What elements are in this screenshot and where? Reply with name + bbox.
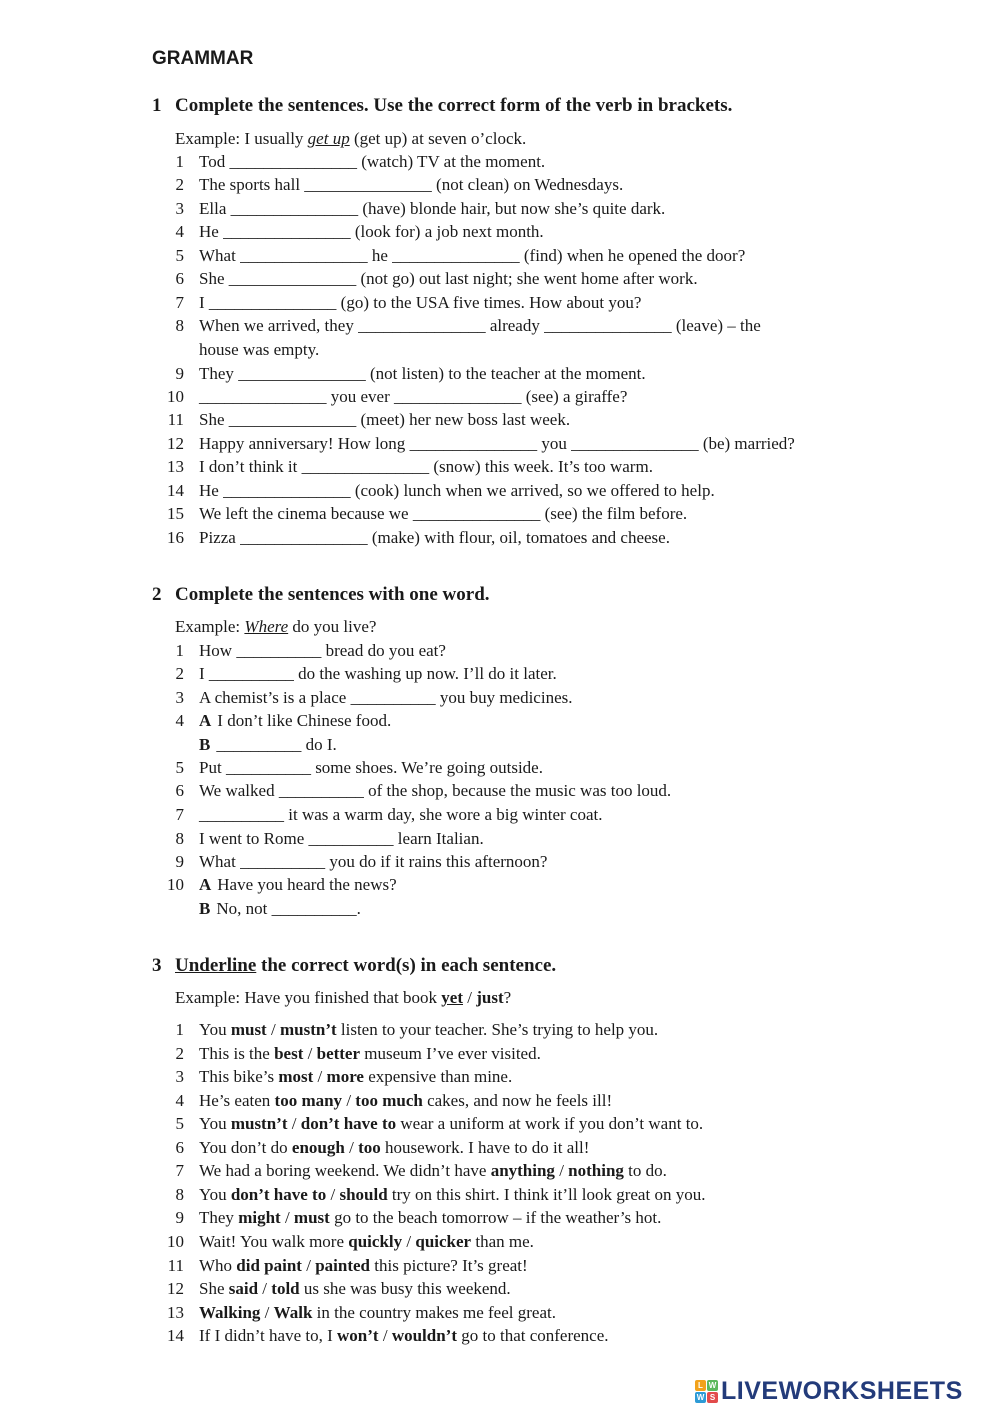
answer-blank: _______________	[228, 269, 357, 288]
item-text: He’s eaten	[199, 1091, 275, 1110]
exercise-item	[160, 641, 446, 661]
item-text: You	[199, 1114, 231, 1133]
item-text: cakes, and now he feels ill!	[422, 1091, 613, 1110]
answer-blank: _______________	[544, 316, 672, 335]
item-text: When we arrived, they	[199, 316, 359, 335]
option-a[interactable]: must	[230, 1020, 267, 1039]
section-heading-underlined: Underline	[175, 955, 257, 976]
item-text: If I didn’t have to, I	[199, 1326, 338, 1345]
exercise-item	[160, 246, 745, 266]
answer-blank: __________	[350, 688, 436, 707]
answer-blank: _______________	[412, 504, 541, 523]
exercise-item	[160, 758, 543, 778]
item-text: He	[199, 222, 224, 241]
page-title: GRAMMAR	[152, 48, 254, 69]
answer-blank: _______________	[571, 434, 699, 453]
option-a[interactable]: Walking	[199, 1303, 261, 1322]
item-number: 13	[167, 1303, 184, 1322]
example-text: Example: Have you finished that book	[175, 988, 442, 1007]
exercise-item	[160, 1303, 556, 1323]
item-number: 2	[175, 1044, 184, 1063]
item-text: housework. I have to do it all!	[380, 1138, 590, 1157]
example-text: do you live?	[288, 617, 377, 636]
section-2-example	[175, 617, 376, 637]
item-text: She	[199, 410, 229, 429]
item-number: 2	[175, 175, 184, 194]
answer-blank: _______________	[199, 387, 327, 406]
item-text: expensive than mine.	[363, 1067, 513, 1086]
logo-blocks-icon	[695, 1380, 718, 1403]
example-answer: get up	[307, 129, 350, 148]
option-a[interactable]: might	[238, 1208, 281, 1227]
exercise-item	[160, 688, 572, 708]
speaker-label: A	[199, 711, 212, 730]
item-number: 10	[167, 387, 184, 406]
item-text: go to the beach tomorrow – if the weather’s hot.	[329, 1208, 662, 1227]
item-text: He	[199, 481, 224, 500]
answer-blank: _______________	[230, 199, 359, 218]
item-text: in the country makes me feel great.	[312, 1303, 556, 1322]
item-text: to do.	[623, 1161, 667, 1180]
item-text: he	[367, 246, 393, 265]
item-number: 13	[167, 457, 184, 476]
option-a[interactable]: enough	[291, 1138, 345, 1157]
exercise-item	[160, 222, 544, 242]
item-number: 14	[167, 481, 184, 500]
section-1-heading	[152, 95, 732, 117]
option-a[interactable]: most	[278, 1067, 314, 1086]
item-number: 6	[175, 781, 184, 800]
exercise-item	[160, 1185, 705, 1205]
example-text: Example: I usually	[175, 129, 308, 148]
exercise-item	[160, 1044, 541, 1064]
answer-blank: _______________	[240, 246, 368, 265]
item-text: (look for) a job next month.	[350, 222, 544, 241]
exercise-item	[160, 340, 319, 360]
exercise-item	[160, 269, 698, 289]
item-text: you	[537, 434, 572, 453]
item-text: already	[485, 316, 545, 335]
exercise-item	[160, 364, 646, 384]
item-text: They	[199, 1208, 239, 1227]
exercise-item	[160, 1256, 528, 1276]
item-text: you buy medicines.	[435, 688, 573, 707]
exercise-item	[160, 1161, 667, 1181]
item-text: of the shop, because the music was too loud.	[363, 781, 672, 800]
item-number: 1	[175, 152, 184, 171]
option-b[interactable]: too much	[355, 1091, 423, 1110]
section-number: 2	[152, 584, 162, 605]
item-number: 12	[167, 1279, 184, 1298]
option-separator: /	[287, 1114, 301, 1133]
option-separator: /	[303, 1044, 317, 1063]
option-b[interactable]: should	[339, 1185, 388, 1204]
exercise-item	[160, 1232, 534, 1252]
exercise-item	[160, 664, 557, 684]
item-number: 3	[175, 1067, 184, 1086]
item-text: Have you heard the news?	[217, 875, 397, 894]
exercise-item	[160, 1114, 703, 1134]
item-text: I	[199, 664, 209, 683]
option-a[interactable]: anything	[490, 1161, 555, 1180]
section-3-example	[175, 988, 511, 1008]
option-b[interactable]: painted	[315, 1256, 371, 1275]
item-text: She	[199, 1279, 229, 1298]
exercise-item	[160, 199, 665, 219]
item-text: (not listen) to the teacher at the moment.	[365, 364, 646, 383]
answer-blank: _______________	[208, 293, 337, 312]
example-text: Example:	[175, 617, 245, 636]
answer-blank: __________	[240, 852, 326, 871]
item-text: than me.	[471, 1232, 534, 1251]
item-number: 2	[175, 664, 184, 683]
exercise-item	[160, 735, 337, 755]
speaker-label: A	[199, 875, 212, 894]
section-heading-text: Complete the sentences. Use the correct form of the verb in brackets.	[175, 95, 733, 116]
option-b[interactable]: more	[326, 1067, 364, 1086]
option-b[interactable]: wouldn’t	[391, 1326, 457, 1345]
item-text: you ever	[326, 387, 395, 406]
exercise-item	[160, 152, 545, 172]
logo-text: LIVEWORKSHEETS	[721, 1377, 963, 1405]
option-separator: /	[344, 1138, 359, 1157]
exercise-item	[160, 528, 670, 548]
answer-blank: _______________	[223, 481, 351, 500]
item-text: (not go) out last night; she went home after work.	[356, 269, 698, 288]
example-text: (get up) at seven o’clock.	[349, 129, 527, 148]
item-number: 8	[175, 316, 184, 335]
answer-blank: __________	[199, 805, 284, 824]
item-text: you do if it rains this afternoon?	[325, 852, 548, 871]
item-number: 9	[175, 364, 184, 383]
item-text: She	[199, 269, 229, 288]
item-number: 7	[175, 293, 184, 312]
exercise-item	[160, 316, 761, 336]
item-text: this picture? It’s great!	[370, 1256, 528, 1275]
item-number: 7	[175, 805, 184, 824]
exercise-item	[160, 1208, 661, 1228]
option-b[interactable]: nothing	[568, 1161, 624, 1180]
answer-blank: __________	[236, 641, 322, 660]
item-text: house was empty.	[199, 340, 320, 359]
item-text: museum I’ve ever visited.	[360, 1044, 541, 1063]
exercise-item	[160, 1067, 512, 1087]
exercise-item	[160, 387, 627, 407]
item-number: 5	[175, 246, 184, 265]
item-text: (snow) this week. It’s too warm.	[429, 457, 653, 476]
example-text: ?	[503, 988, 512, 1007]
option-a[interactable]: too many	[274, 1091, 343, 1110]
item-text: do the washing up now. I’ll do it later.	[293, 664, 557, 683]
answer-blank: _______________	[238, 364, 366, 383]
item-text: I don’t think it	[199, 457, 302, 476]
exercise-item	[160, 1326, 609, 1346]
answer-blank: _______________	[394, 387, 522, 406]
option-separator: /	[402, 1232, 416, 1251]
item-text: (leave) – the	[671, 316, 761, 335]
option-b[interactable]: Walk	[273, 1303, 313, 1322]
exercise-item	[160, 711, 391, 731]
item-number: 6	[175, 269, 184, 288]
item-number: 1	[175, 641, 184, 660]
exercise-item	[160, 457, 653, 477]
option-a[interactable]: did paint	[236, 1256, 302, 1275]
section-number: 1	[152, 95, 162, 116]
item-text: What	[199, 852, 241, 871]
option-separator: /	[326, 1185, 340, 1204]
answer-blank: _______________	[409, 434, 538, 453]
option-separator: /	[260, 1303, 274, 1322]
answer-blank: _______________	[301, 457, 430, 476]
option-b[interactable]: don’t have to	[300, 1114, 397, 1133]
option-b[interactable]: quicker	[415, 1232, 472, 1251]
exercise-item	[160, 805, 602, 825]
item-text: try on this shirt. I think it’ll look great on you.	[387, 1185, 706, 1204]
item-text: bread do you eat?	[321, 641, 446, 660]
option-separator: /	[313, 1067, 327, 1086]
answer-blank: __________	[208, 664, 294, 683]
item-number: 15	[167, 504, 184, 523]
exercise-item	[160, 410, 570, 430]
exercise-item	[160, 1091, 612, 1111]
item-text: This is the	[199, 1044, 275, 1063]
exercise-item	[160, 852, 547, 872]
item-text: (go) to the USA five times. How about you?	[336, 293, 642, 312]
item-text: some shoes. We’re going outside.	[310, 758, 543, 777]
item-text: Pizza	[199, 528, 241, 547]
section-heading-text: Complete the sentences with one word.	[175, 584, 490, 605]
liveworksheets-logo	[695, 1377, 963, 1406]
item-text: You	[199, 1185, 231, 1204]
item-number: 5	[175, 1114, 184, 1133]
item-number: 9	[175, 852, 184, 871]
item-text: do I.	[301, 735, 337, 754]
option-separator: /	[342, 1091, 356, 1110]
section-1-example	[175, 129, 526, 149]
item-number: 5	[175, 758, 184, 777]
logo-block: L	[695, 1380, 706, 1391]
answer-blank: __________	[308, 829, 394, 848]
item-text: (see) a giraffe?	[521, 387, 628, 406]
item-text: We walked	[199, 781, 279, 800]
answer-blank: _______________	[304, 175, 432, 194]
exercise-item	[160, 1138, 589, 1158]
item-text: We left the cinema because we	[199, 504, 413, 523]
item-text: You don’t do	[199, 1138, 292, 1157]
item-number: 10	[167, 1232, 184, 1251]
item-text: Tod	[199, 152, 230, 171]
option-b[interactable]: told	[271, 1279, 300, 1298]
exercise-item	[160, 504, 687, 524]
item-text: Who	[199, 1256, 237, 1275]
exercise-item	[160, 1279, 511, 1299]
item-number: 4	[175, 1091, 184, 1110]
item-text: Ella	[199, 199, 231, 218]
item-number: 8	[175, 1185, 184, 1204]
item-text: (be) married?	[698, 434, 795, 453]
option-a[interactable]: won’t	[337, 1326, 379, 1345]
item-text: We had a boring weekend. We didn’t have	[199, 1161, 491, 1180]
option-a[interactable]: said	[228, 1279, 259, 1298]
item-text: go to that conference.	[457, 1326, 609, 1345]
item-number: 6	[175, 1138, 184, 1157]
example-answer: yet	[441, 988, 463, 1007]
logo-block: S	[707, 1392, 718, 1403]
item-text: (have) blonde hair, but now she’s quite dark.	[358, 199, 666, 218]
option-separator: /	[280, 1208, 294, 1227]
item-text: You	[199, 1020, 231, 1039]
option-a[interactable]: best	[274, 1044, 304, 1063]
item-text: .	[356, 899, 361, 918]
logo-block: W	[708, 1381, 717, 1390]
item-text: They	[199, 364, 239, 383]
section-3-heading	[152, 955, 556, 977]
item-text: us she was busy this weekend.	[299, 1279, 511, 1298]
item-number: 8	[175, 829, 184, 848]
item-text: How	[199, 641, 237, 660]
exercise-item	[160, 1020, 658, 1040]
answer-blank: _______________	[358, 316, 486, 335]
option-a[interactable]: don’t have to	[230, 1185, 327, 1204]
exercise-item	[160, 781, 671, 801]
item-number: 11	[167, 410, 184, 429]
item-text: listen to your teacher. She’s trying to help you.	[336, 1020, 659, 1039]
item-text: I went to Rome	[199, 829, 309, 848]
item-number: 3	[175, 688, 184, 707]
option-b[interactable]: too	[358, 1138, 381, 1157]
answer-blank: __________	[225, 758, 311, 777]
section-number: 3	[152, 955, 162, 976]
answer-blank: _______________	[392, 246, 520, 265]
option-b[interactable]: mustn’t	[279, 1020, 337, 1039]
item-text: A chemist’s is a place	[199, 688, 351, 707]
item-text: learn Italian.	[393, 829, 484, 848]
item-text: I don’t like Chinese food.	[217, 711, 392, 730]
option-separator: /	[554, 1161, 569, 1180]
item-number: 16	[167, 528, 184, 547]
item-text: No, not	[216, 899, 272, 918]
section-2-heading	[152, 584, 490, 606]
exercise-item	[160, 175, 623, 195]
item-text: (not clean) on Wednesdays.	[431, 175, 624, 194]
section-heading-text: the correct word(s) in each sentence.	[256, 955, 557, 976]
item-number: 7	[175, 1161, 184, 1180]
speaker-label: B	[199, 899, 211, 918]
logo-block: W	[696, 1393, 705, 1402]
item-number: 4	[175, 222, 184, 241]
answer-blank: __________	[216, 735, 302, 754]
item-text: What	[199, 246, 241, 265]
item-number: 12	[167, 434, 184, 453]
option-separator: /	[463, 988, 477, 1007]
option-separator: /	[378, 1326, 392, 1345]
item-number: 11	[167, 1256, 184, 1275]
exercise-item	[160, 434, 795, 454]
item-text: wear a uniform at work if you don’t want to.	[396, 1114, 704, 1133]
item-text: (see) the film before.	[540, 504, 688, 523]
item-text: (make) with flour, oil, tomatoes and cheese.	[367, 528, 670, 547]
answer-blank: _______________	[229, 152, 357, 171]
item-text: The sports hall	[199, 175, 305, 194]
answer-blank: _______________	[240, 528, 368, 547]
answer-blank: __________	[278, 781, 364, 800]
item-text: (meet) her new boss last week.	[356, 410, 571, 429]
item-text: (watch) TV at the moment.	[356, 152, 546, 171]
example-option: just	[476, 988, 504, 1007]
option-separator: /	[258, 1279, 272, 1298]
option-separator: /	[301, 1256, 316, 1275]
item-text: (find) when he opened the door?	[519, 246, 746, 265]
option-separator: /	[266, 1020, 280, 1039]
item-text: Happy anniversary! How long	[199, 434, 410, 453]
item-text: it was a warm day, she wore a big winter coat.	[284, 805, 603, 824]
item-number: 10	[167, 875, 184, 894]
item-number: 3	[175, 199, 184, 218]
option-a[interactable]: mustn’t	[230, 1114, 288, 1133]
item-number: 1	[175, 1020, 184, 1039]
item-number: 4	[175, 711, 184, 730]
option-a[interactable]: quickly	[348, 1232, 403, 1251]
answer-blank: _______________	[223, 222, 351, 241]
item-text: This bike’s	[199, 1067, 279, 1086]
speaker-label: B	[199, 735, 211, 754]
option-b[interactable]: better	[316, 1044, 361, 1063]
exercise-item	[160, 293, 641, 313]
option-b[interactable]: must	[293, 1208, 330, 1227]
item-text: I	[199, 293, 209, 312]
answer-blank: _______________	[228, 410, 357, 429]
exercise-item	[160, 899, 361, 919]
item-number: 14	[167, 1326, 184, 1345]
exercise-item	[160, 875, 397, 895]
item-text: (cook) lunch when we arrived, so we offered to help.	[350, 481, 715, 500]
item-text: Put	[199, 758, 226, 777]
answer-blank: __________	[271, 899, 357, 918]
exercise-item	[160, 481, 715, 501]
exercise-item	[160, 829, 484, 849]
item-number: 9	[175, 1208, 184, 1227]
example-answer: Where	[244, 617, 289, 636]
item-text: Wait! You walk more	[199, 1232, 349, 1251]
